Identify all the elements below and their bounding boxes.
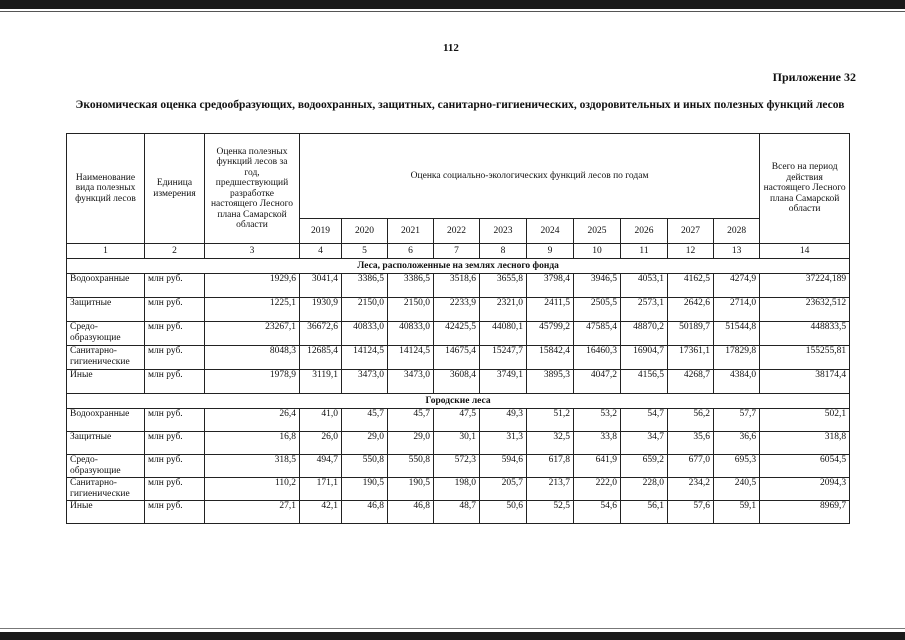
year-value-cell: 36,6: [714, 432, 760, 455]
year-value-cell: 198,0: [434, 478, 480, 501]
year-value-cell: 26,0: [300, 432, 342, 455]
section-title: Городские леса: [67, 394, 850, 409]
unit-cell: млн руб.: [145, 322, 205, 346]
year-value-cell: 2573,1: [621, 298, 668, 322]
year-value-cell: 50,6: [480, 501, 527, 524]
function-name-cell: Водоохранные: [67, 274, 145, 298]
year-value-cell: 34,7: [621, 432, 668, 455]
unit-cell: млн руб.: [145, 346, 205, 370]
year-value-cell: 50189,7: [668, 322, 714, 346]
year-value-cell: 16460,3: [574, 346, 621, 370]
year-value-cell: 3119,1: [300, 370, 342, 394]
column-number: 4: [300, 244, 342, 259]
year-value-cell: 40833,0: [342, 322, 388, 346]
column-number-row: [67, 244, 850, 259]
year-value-cell: 240,5: [714, 478, 760, 501]
year-value-cell: 40833,0: [388, 322, 434, 346]
year-value-cell: 550,8: [388, 455, 434, 478]
total-cell: 38174,4: [760, 370, 850, 394]
year-value-cell: 29,0: [388, 432, 434, 455]
header-total: Всего на период действия настоящего Лесного плана Самарской области: [760, 134, 850, 244]
table-row: [67, 370, 850, 394]
year-value-cell: 57,7: [714, 409, 760, 432]
year-value-cell: 14124,5: [388, 346, 434, 370]
total-cell: 2094,3: [760, 478, 850, 501]
year-value-cell: 53,2: [574, 409, 621, 432]
year-value-cell: 3386,5: [388, 274, 434, 298]
total-cell: 23632,512: [760, 298, 850, 322]
total-cell: 6054,5: [760, 455, 850, 478]
section-row: [67, 259, 850, 274]
year-value-cell: 44080,1: [480, 322, 527, 346]
year-value-cell: 47,5: [434, 409, 480, 432]
table-row: [67, 346, 850, 370]
header-name: Наименование вида полезных функций лесов: [67, 134, 145, 244]
column-number: 12: [668, 244, 714, 259]
table-row: [67, 322, 850, 346]
bottom-border-line: [0, 628, 905, 629]
unit-cell: млн руб.: [145, 409, 205, 432]
column-number: 3: [205, 244, 300, 259]
column-number: 10: [574, 244, 621, 259]
base-estimate-cell: 26,4: [205, 409, 300, 432]
year-value-cell: 57,6: [668, 501, 714, 524]
year-value-cell: 56,2: [668, 409, 714, 432]
year-value-cell: 3749,1: [480, 370, 527, 394]
year-value-cell: 3798,4: [527, 274, 574, 298]
top-border-bar: [0, 0, 905, 9]
year-value-cell: 2505,5: [574, 298, 621, 322]
year-value-cell: 49,3: [480, 409, 527, 432]
year-value-cell: 51544,8: [714, 322, 760, 346]
year-value-cell: 2714,0: [714, 298, 760, 322]
year-value-cell: 3655,8: [480, 274, 527, 298]
unit-cell: млн руб.: [145, 370, 205, 394]
year-value-cell: 33,8: [574, 432, 621, 455]
year-value-cell: 617,8: [527, 455, 574, 478]
year-value-cell: 494,7: [300, 455, 342, 478]
year-value-cell: 2321,0: [480, 298, 527, 322]
column-number: 2: [145, 244, 205, 259]
year-value-cell: 14675,4: [434, 346, 480, 370]
section-title: Леса, расположенные на землях лесного фонда: [67, 259, 850, 274]
function-name-cell: Иные: [67, 370, 145, 394]
year-value-cell: 3041,4: [300, 274, 342, 298]
year-header: 2026: [621, 219, 668, 244]
year-value-cell: 45,7: [342, 409, 388, 432]
year-value-cell: 213,7: [527, 478, 574, 501]
year-value-cell: 677,0: [668, 455, 714, 478]
function-name-cell: Санитарно-гигиенические: [67, 478, 145, 501]
year-value-cell: 171,1: [300, 478, 342, 501]
year-value-cell: 190,5: [388, 478, 434, 501]
year-header: 2023: [480, 219, 527, 244]
unit-cell: млн руб.: [145, 455, 205, 478]
total-cell: 37224,189: [760, 274, 850, 298]
year-value-cell: 31,3: [480, 432, 527, 455]
year-value-cell: 641,9: [574, 455, 621, 478]
bottom-border-bar: [0, 632, 905, 640]
year-value-cell: 659,2: [621, 455, 668, 478]
unit-cell: млн руб.: [145, 274, 205, 298]
year-value-cell: 45799,2: [527, 322, 574, 346]
year-value-cell: 4162,5: [668, 274, 714, 298]
base-estimate-cell: 1978,9: [205, 370, 300, 394]
unit-cell: млн руб.: [145, 501, 205, 524]
header-unit: Единица измерения: [145, 134, 205, 244]
year-value-cell: 228,0: [621, 478, 668, 501]
column-number: 14: [760, 244, 850, 259]
function-name-cell: Защитные: [67, 298, 145, 322]
year-header: 2022: [434, 219, 480, 244]
table-row: [67, 274, 850, 298]
base-estimate-cell: 27,1: [205, 501, 300, 524]
year-value-cell: 550,8: [342, 455, 388, 478]
table-row: [67, 298, 850, 322]
total-cell: 155255,81: [760, 346, 850, 370]
year-header: 2019: [300, 219, 342, 244]
base-estimate-cell: 1225,1: [205, 298, 300, 322]
header-base-estimate: Оценка полезных функций лесов за год, предшествующий разработке настоящего Лесного плана Самарской области: [205, 134, 300, 244]
year-value-cell: 42425,5: [434, 322, 480, 346]
year-header: 2027: [668, 219, 714, 244]
year-value-cell: 56,1: [621, 501, 668, 524]
year-value-cell: 46,8: [342, 501, 388, 524]
year-value-cell: 41,0: [300, 409, 342, 432]
unit-cell: млн руб.: [145, 298, 205, 322]
total-cell: 8969,7: [760, 501, 850, 524]
function-name-cell: Защитные: [67, 432, 145, 455]
year-value-cell: 3386,5: [342, 274, 388, 298]
year-value-cell: 4274,9: [714, 274, 760, 298]
function-name-cell: Средо-образующие: [67, 322, 145, 346]
year-value-cell: 42,1: [300, 501, 342, 524]
year-value-cell: 14124,5: [342, 346, 388, 370]
column-number: 8: [480, 244, 527, 259]
table-row: [67, 478, 850, 501]
year-value-cell: 2642,6: [668, 298, 714, 322]
year-header: 2020: [342, 219, 388, 244]
year-value-cell: 47585,4: [574, 322, 621, 346]
column-number: 11: [621, 244, 668, 259]
year-header: 2028: [714, 219, 760, 244]
year-header: 2021: [388, 219, 434, 244]
document-title: Экономическая оценка средообразующих, водоохранных, защитных, санитарно-гигиенических, оздоровительных и иных полезных функций лесов: [75, 99, 845, 111]
year-value-cell: 695,3: [714, 455, 760, 478]
year-value-cell: 2150,0: [342, 298, 388, 322]
base-estimate-cell: 318,5: [205, 455, 300, 478]
year-value-cell: 32,5: [527, 432, 574, 455]
column-number: 9: [527, 244, 574, 259]
year-value-cell: 48870,2: [621, 322, 668, 346]
table-row: [67, 409, 850, 432]
year-value-cell: 45,7: [388, 409, 434, 432]
function-name-cell: Санитарно-гигиенические: [67, 346, 145, 370]
table-body: [67, 244, 850, 524]
year-value-cell: 3608,4: [434, 370, 480, 394]
year-value-cell: 2150,0: [388, 298, 434, 322]
year-value-cell: 3473,0: [342, 370, 388, 394]
year-value-cell: 2411,5: [527, 298, 574, 322]
year-value-cell: 3946,5: [574, 274, 621, 298]
base-estimate-cell: 8048,3: [205, 346, 300, 370]
total-cell: 318,8: [760, 432, 850, 455]
column-number: 1: [67, 244, 145, 259]
unit-cell: млн руб.: [145, 432, 205, 455]
section-row: [67, 394, 850, 409]
year-value-cell: 594,6: [480, 455, 527, 478]
base-estimate-cell: 1929,6: [205, 274, 300, 298]
base-estimate-cell: 110,2: [205, 478, 300, 501]
base-estimate-cell: 16,8: [205, 432, 300, 455]
function-name-cell: Средо-образующие: [67, 455, 145, 478]
column-number: 7: [434, 244, 480, 259]
header-by-years: Оценка социально-экологических функций лесов по годам: [300, 134, 760, 219]
unit-cell: млн руб.: [145, 478, 205, 501]
function-name-cell: Водоохранные: [67, 409, 145, 432]
year-value-cell: 4156,5: [621, 370, 668, 394]
year-value-cell: 3895,3: [527, 370, 574, 394]
year-value-cell: 51,2: [527, 409, 574, 432]
year-value-cell: 46,8: [388, 501, 434, 524]
year-value-cell: 54,7: [621, 409, 668, 432]
table-row: [67, 455, 850, 478]
year-value-cell: 59,1: [714, 501, 760, 524]
year-value-cell: 3473,0: [388, 370, 434, 394]
appendix-label: Приложение 32: [772, 70, 856, 84]
year-value-cell: 16904,7: [621, 346, 668, 370]
page-number: 112: [443, 42, 459, 54]
year-value-cell: 4053,1: [621, 274, 668, 298]
year-value-cell: 4384,0: [714, 370, 760, 394]
year-value-cell: 29,0: [342, 432, 388, 455]
year-value-cell: 2233,9: [434, 298, 480, 322]
year-value-cell: 222,0: [574, 478, 621, 501]
year-value-cell: 17829,8: [714, 346, 760, 370]
valuation-table: [66, 133, 850, 524]
year-value-cell: 35,6: [668, 432, 714, 455]
year-value-cell: 190,5: [342, 478, 388, 501]
year-value-cell: 3518,6: [434, 274, 480, 298]
year-value-cell: 48,7: [434, 501, 480, 524]
year-value-cell: 15842,4: [527, 346, 574, 370]
year-header: 2024: [527, 219, 574, 244]
year-value-cell: 234,2: [668, 478, 714, 501]
year-header: 2025: [574, 219, 621, 244]
year-value-cell: 17361,1: [668, 346, 714, 370]
year-value-cell: 12685,4: [300, 346, 342, 370]
base-estimate-cell: 23267,1: [205, 322, 300, 346]
table-row: [67, 432, 850, 455]
year-value-cell: 1930,9: [300, 298, 342, 322]
total-cell: 502,1: [760, 409, 850, 432]
table-row: [67, 501, 850, 524]
column-number: 13: [714, 244, 760, 259]
year-value-cell: 36672,6: [300, 322, 342, 346]
total-cell: 448833,5: [760, 322, 850, 346]
year-value-cell: 15247,7: [480, 346, 527, 370]
year-value-cell: 30,1: [434, 432, 480, 455]
year-value-cell: 572,3: [434, 455, 480, 478]
top-border-line: [0, 11, 905, 12]
year-value-cell: 4047,2: [574, 370, 621, 394]
year-value-cell: 52,5: [527, 501, 574, 524]
year-value-cell: 205,7: [480, 478, 527, 501]
column-number: 5: [342, 244, 388, 259]
function-name-cell: Иные: [67, 501, 145, 524]
year-value-cell: 4268,7: [668, 370, 714, 394]
year-value-cell: 54,6: [574, 501, 621, 524]
column-number: 6: [388, 244, 434, 259]
